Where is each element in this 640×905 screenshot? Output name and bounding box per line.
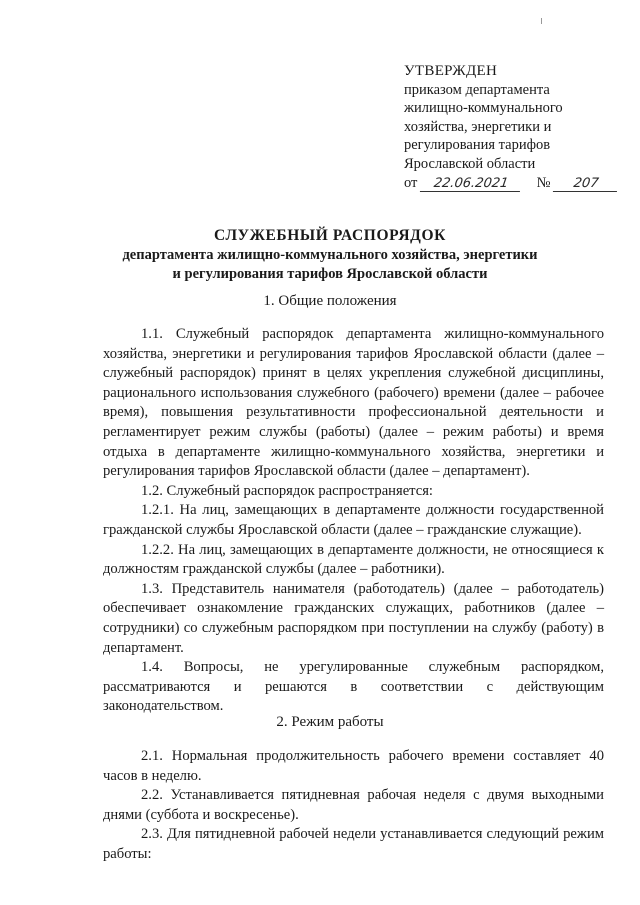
paragraph: 1.2. Служебный распорядок распространяется: [141, 482, 433, 499]
paragraph: 1.4. Вопросы, не урегулированные служебным распорядком, рассматриваются и решаются в соответствии с действующим законодательством. [103, 659, 604, 715]
section-body [103, 747, 604, 865]
document-subtitle-line: и регулирования тарифов Ярославской области [172, 266, 488, 282]
approval-line: хозяйства, энергетики и [404, 118, 552, 135]
number-prefix: № [536, 174, 551, 191]
approval-date-number-row [404, 174, 624, 193]
handwritten-number: 207 [553, 176, 619, 192]
section-title: 1. Общие положения [263, 293, 397, 309]
date-prefix: от [404, 174, 418, 191]
approval-line: приказом департамента [404, 81, 550, 98]
paragraph: 2.2. Устанавливается пятидневная рабочая неделя с двумя выходными днями (суббота и воскресенье). [103, 787, 604, 823]
document-title-block [60, 226, 600, 284]
paragraph: 2.1. Нормальная продолжительность рабочего времени составляет 40 часов в неделю. [103, 748, 604, 784]
approval-heading: УТВЕРЖДЕН [404, 63, 498, 79]
section-body [103, 325, 604, 717]
section-title: 2. Режим работы [276, 714, 384, 730]
paragraph: 1.2.2. На лиц, замещающих в департаменте должности, не относящиеся к должностям гражданской службы (далее – работники). [103, 541, 604, 578]
scan-mark [541, 18, 542, 24]
approval-line: жилищно-коммунального [404, 100, 563, 117]
approval-stamp-block [404, 62, 624, 192]
document-subtitle-line: департамента жилищно-коммунального хозяйства, энергетики [122, 247, 538, 263]
paragraph: 2.3. Для пятидневной рабочей недели устанавливается следующий режим работы: [103, 826, 604, 862]
paragraph: 1.2.1. На лиц, замещающих в департаменте должности государственной гражданской службы Ярославской области (далее – гражданские служащие). [103, 502, 604, 538]
paragraph: 1.1. Служебный распорядок департамента жилищно-коммунального хозяйства, энергетики и регулирования тарифов Ярославской области (далее – служебный распорядок) принят в целях укрепления служебной дисциплины, рационального использования служебного (рабочего) времени (далее – рабочее время), повышения результативности профессиональной деятельности и регламентирует режим службы (работы) (далее – режим работы) и время отдыха в департаменте жилищно-коммунального хозяйства, энергетики и регулирования тарифов Ярославской области (далее – департамент). [103, 326, 604, 480]
document-title: СЛУЖЕБНЫЙ РАСПОРЯДОК [214, 227, 446, 244]
handwritten-date: 22.06.2021 [420, 176, 522, 192]
approval-line: регулирования тарифов [404, 137, 551, 154]
approval-line: Ярославской области [404, 155, 536, 172]
paragraph: 1.3. Представитель нанимателя (работодатель) (далее – работодатель) обеспечивает ознакомление гражданских служащих, работников (далее – сотрудники) со служебным распорядком при поступлении на службу (работу) в департамент. [103, 580, 604, 656]
